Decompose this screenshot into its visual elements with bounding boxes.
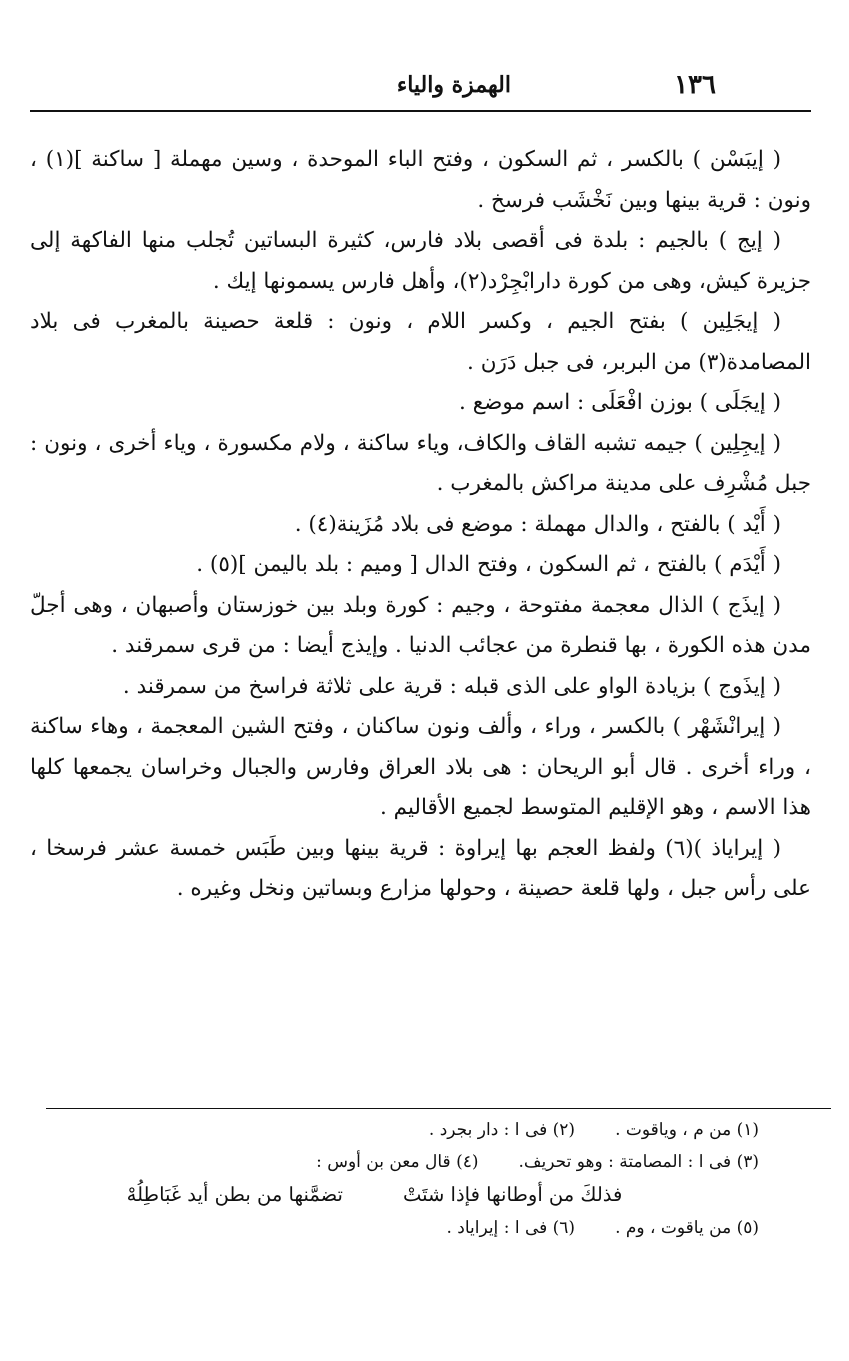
entry-irayadh: ( إيراياذ )(٦) ولفظ العجم بها إيراوة : قرية بينها وبين طَبَس خمسة عشر فرسخا ، على رأس جبل ، ولها قلعة حصينة ، وحولها مزارع وبساتين ونخل وغيره .: [30, 835, 811, 901]
footnote-line-3: [30, 1212, 759, 1244]
page-header: [30, 66, 811, 106]
entry-ijala: ( إيجَلَى ) بوزن افْعَلَى : اسم موضع .: [459, 390, 781, 415]
body-text: [30, 140, 811, 910]
footnote-line-1: [30, 1114, 759, 1146]
poem-hemistich-2: تضمَّنها من بطن أيد غَبَاطِلُهْ: [126, 1183, 343, 1206]
footnote-2: (٢) فى ا : دار بجرد .: [428, 1120, 576, 1140]
footnotes: [30, 1114, 759, 1244]
footnote-rule: [46, 1108, 831, 1109]
entry-iranshahr: ( إيرانْشَهْر ) بالكسر ، وراء ، وألف ونون ساكنان ، وفتح الشين المعجمة ، وهاء ساكنة ، وراء أخرى . قال أبو الريحان : هى بلاد العراق وفارس والجبال وخراسان يجمعها كلها هذا الاسم ، وهو الإقليم المتوسط لجميع الأقاليم .: [30, 714, 811, 820]
entry-ayd: ( أَيْد ) بالفتح ، والدال مهملة : موضع فى بلاد مُزَينة(٤) .: [294, 511, 781, 537]
entry-ibasn: ( إيبَسْن ) بالكسر ، ثم السكون ، وفتح الباء الموحدة ، وسين مهملة [ ساكنة ](١) ، ونون : قرية بينها وبين نَخْشَب فرسخ .: [30, 147, 811, 213]
running-title: الهمزة والياء: [396, 72, 511, 98]
entry-ijilin: ( إيجِلِين ) جيمه تشبه القاف والكاف، وياء ساكنة ، ولام مكسورة ، وياء أخرى ، ونون : جبل مُشْرِف على مدينة مراكش بالمغرب .: [30, 430, 811, 496]
footnote-4: (٤) قال معن بن أوس :: [316, 1152, 479, 1172]
footnote-line-2: [30, 1146, 759, 1178]
entry-ij: ( إيج ) بالجيم : بلدة فى أقصى بلاد فارس، كثيرة البساتين تُجلب منها الفاكهة إلى جزيرة كيش، وهى من كورة دارابْجِرْد(٢)، وأهل فارس يسمونها إيك .: [30, 228, 811, 294]
header-rule: [30, 110, 811, 112]
entry-idhaj: ( إيذَج ) الذال معجمة مفتوحة ، وجيم : كورة وبلد بين خوزستان وأصبهان ، وهى أجلّ مدن هذه الكورة ، بها قنطرة من عجائب الدنيا . وإيذج أيضا : من قرى سمرقند .: [30, 592, 811, 658]
footnote-5: (٥) من ياقوت ، وم .: [615, 1218, 759, 1238]
footnote-3: (٣) فى ا : المصامتة : وهو تحريف.: [518, 1152, 759, 1172]
poem-hemistich-1: فذلكَ من أوطانها فإذا شتَتْ: [402, 1183, 623, 1206]
footnote-6: (٦) فى ا : إيراياد .: [446, 1218, 576, 1238]
entry-idhawj: ( إيذَوج ) بزيادة الواو على الذى قبله : قرية على ثلاثة فراسخ من سمرقند .: [122, 673, 781, 699]
footnote-poem: [30, 1178, 719, 1212]
entry-aydam: ( أَيْدَم ) بالفتح ، ثم السكون ، وفتح الدال [ وميم : بلد باليمن ](٥) .: [196, 552, 781, 577]
page-number: ١٣٦: [674, 70, 716, 100]
footnote-1: (١) من م ، وياقوت .: [615, 1120, 759, 1140]
entry-ijalin: ( إيجَلِين ) بفتح الجيم ، وكسر اللام ، ونون : قلعة حصينة بالمغرب فى بلاد المصامدة(٣) من البربر، فى جبل دَرَن .: [30, 309, 811, 375]
